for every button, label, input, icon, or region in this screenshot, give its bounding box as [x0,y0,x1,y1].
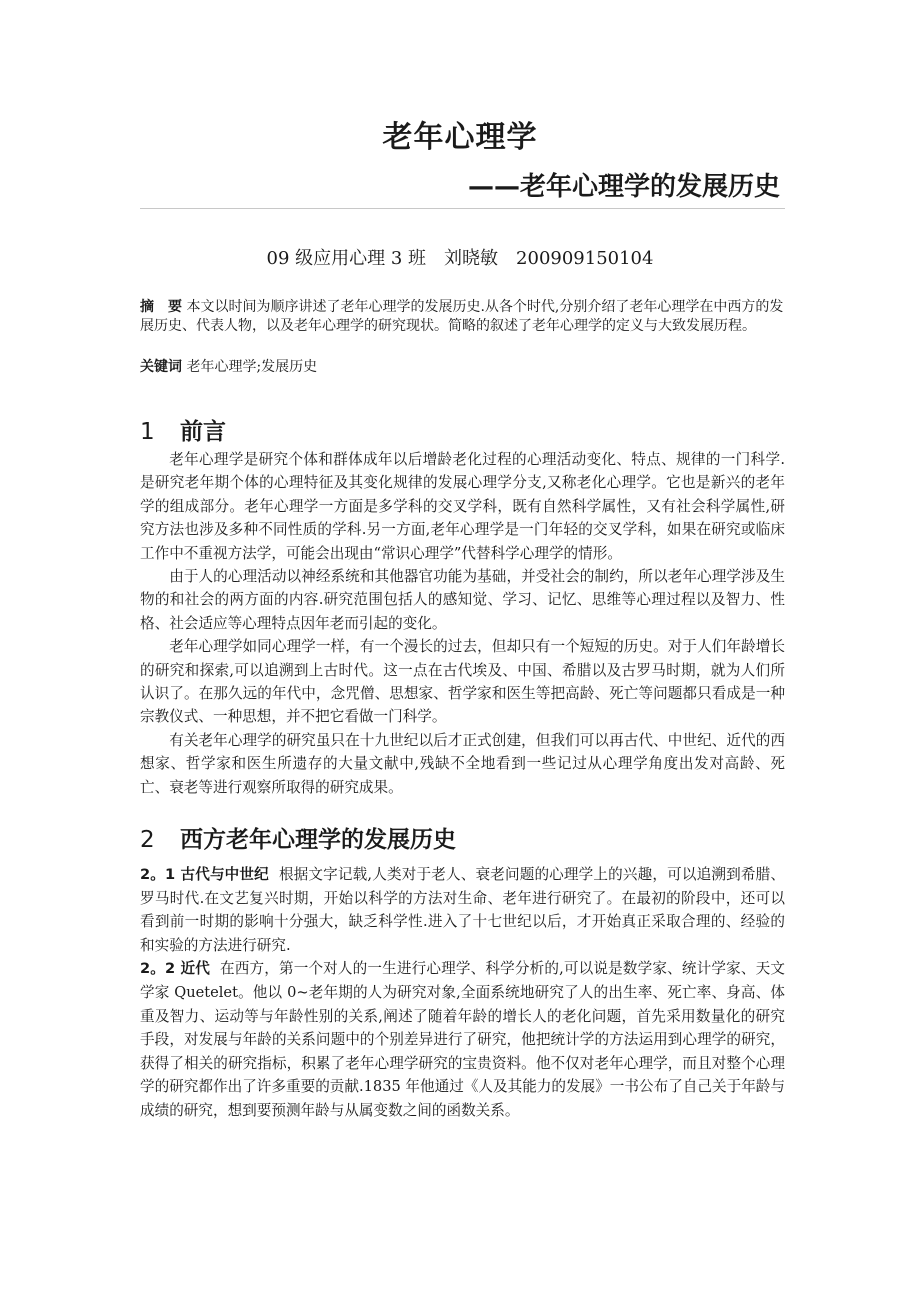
subsection-text: 根据文字记载,人类对于老人、衰老问题的心理学上的兴趣，可以追溯到希腊、罗马时代.在文艺复兴时期，开始以科学的方法对生命、老年进行研究了。在最初的阶段中，还可以看到前一时期的影响十分强大，缺乏科学性.进入了十七世纪以后，才开始真正采取合理的、经验的和实验的方法进行研究. [140,866,785,954]
keywords-label: 关键词 [140,359,182,375]
paragraph: 老年心理学是研究个体和群体成年以后增龄老化过程的心理活动变化、特点、规律的一门科学.是研究老年期个体的心理特征及其变化规律的发展心理学分支,又称老化心理学。它也是新兴的老年学的组成部分。老年心理学一方面是多学科的交叉学科，既有自然科学属性，又有社会科学属性,研究方法也涉及多种不同性质的学科.另一方面,老年心理学是一门年轻的交叉学科，如果在研究或临床工作中不重视方法学，可能会出现由“常识心理学”代替科学心理学的情形。 [140,451,785,562]
paragraph: 由于人的心理活动以神经系统和其他器官功能为基础，并受社会的制约，所以老年心理学涉及生物的和社会的两方面的内容.研究范围包括人的感知觉、学习、记忆、思维等心理过程以及智力、性格、社会适应等心理特点因年老而引起的变化。 [140,568,785,632]
abstract-label: 摘 要 [140,299,182,315]
section-heading-2 [140,821,456,854]
abstract-text: 本文以时间为顺序讲述了老年心理学的发展历史.从各个时代,分别介绍了老年心理学在中西方的发展历史、代表人物，以及老年心理学的研究现状。简略的叙述了老年心理学的定义与大致发展历程。 [140,299,784,334]
section-1-body [140,448,785,799]
subsection-text: 在西方，第一个对人的一生进行心理学、科学分析的,可以说是数学家、统计学家、天文学家 Quetelet。他以 0~老年期的人为研究对象,全面系统地研究了人的出生率、死亡率、身高、体重及智力、运动等与年龄性别的关系,阐述了随着年龄的增长人的老化问题，首先采用数量化的研究手段，对发展与年龄的关系问题中的个别差异进行了研究，他把统计学的方法运用到心理学的研究，获得了相关的研究指标，积累了老年心理学研究的宝贵资料。他不仅对老年心理学，而且对整个心理学的研究都作出了许多重要的贡献.1835 年他通过《人及其能力的发展》一书公布了自己关于年龄与成绩的研究，想到要预测年龄与从属变数之间的函数关系。 [140,960,785,1119]
abstract-block [140,298,785,336]
section-2-body [140,863,785,1123]
keywords-text: 老年心理学;发展历史 [186,359,318,375]
section-number: 1 [140,419,155,445]
keywords-block [140,357,785,377]
document-subtitle: ——老年心理学的发展历史 [467,172,780,202]
subsection-label: 2。2 近代 [140,960,210,978]
paragraph: 有关老年心理学的研究虽只在十九世纪以后才正式创建，但我们可以再古代、中世纪、近代的西想家、哲学家和医生所遗存的大量文献中,残缺不全地看到一些记过从心理学角度出发对高龄、死亡、衰老等进行观察所取得的研究成果。 [140,731,785,796]
document-title: 老年心理学 [382,120,538,155]
section-heading-1 [140,413,226,446]
author-line: 09 级应用心理 3 班 刘晓敏 200909150104 [266,248,654,269]
section-number: 2 [140,827,155,853]
subsection-paragraph [140,863,785,957]
subsection-label: 2。1 古代与中世纪 [140,866,269,883]
section-title: 西方老年心理学的发展历史 [180,827,456,853]
subsection-paragraph [140,957,785,1122]
paragraph: 老年心理学如同心理学一样，有一个漫长的过去，但却只有一个短短的历史。对于人们年龄增长的研究和探索,可以追溯到上古时代。这一点在古代埃及、中国、希腊以及古罗马时期，就为人们所认识了。在那久远的年代中，念咒僧、思想家、哲学家和医生等把高龄、死亡等问题都只看成是一种宗教仪式、一种思想，并不把它看做一门科学。 [140,638,785,726]
title-divider [140,208,785,209]
section-title: 前言 [180,419,226,445]
